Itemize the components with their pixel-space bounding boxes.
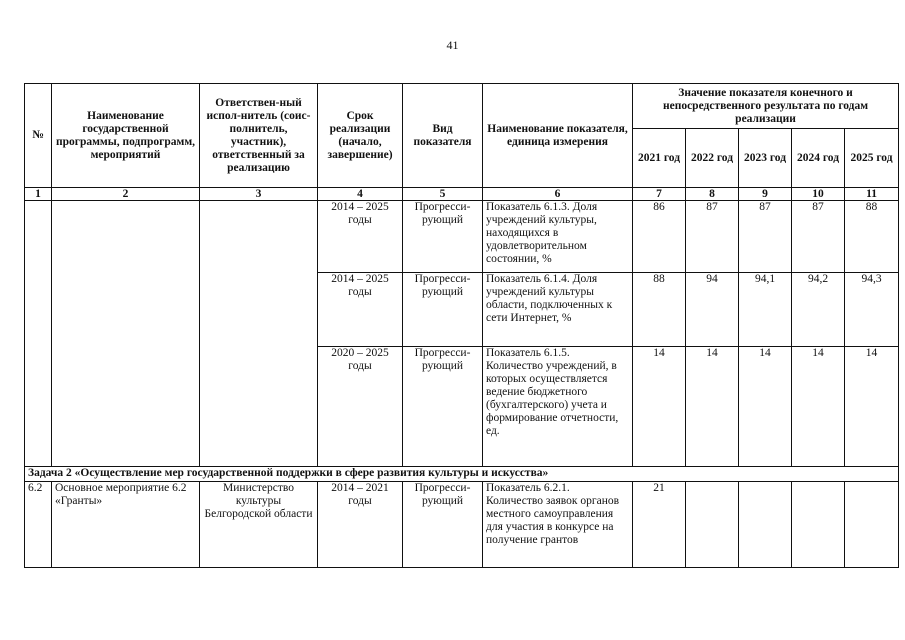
column-number: 9 xyxy=(739,188,792,201)
header-year: 2025 год xyxy=(845,129,899,188)
merged-responsible-cell xyxy=(200,201,318,467)
header-no: № xyxy=(25,84,52,188)
value-cell: 94,2 xyxy=(792,273,845,347)
value-cell: 87 xyxy=(792,201,845,273)
column-number: 3 xyxy=(200,188,318,201)
value-cell: 88 xyxy=(633,273,686,347)
header-year: 2022 год xyxy=(686,129,739,188)
value-cell: 87 xyxy=(739,201,792,273)
type-cell: Прогресси-рующий xyxy=(403,273,483,347)
type-cell: Прогресси-рующий xyxy=(403,347,483,467)
term-cell: 2020 – 2025 годы xyxy=(318,347,403,467)
column-number: 1 xyxy=(25,188,52,201)
header-values-group: Значение показателя конечного и непосредственного результата по годам реализации xyxy=(633,84,899,129)
value-cell xyxy=(845,482,899,568)
page-number: 41 xyxy=(446,38,459,52)
term-cell: 2014 – 2021 годы xyxy=(318,482,403,568)
value-cell xyxy=(686,482,739,568)
type-cell: Прогресси-рующий xyxy=(403,201,483,273)
merged-no-cell xyxy=(25,201,52,467)
task-title: Задача 2 «Осуществление мер государственной поддержки в сфере развития культуры и искусства» xyxy=(25,467,899,482)
indicator-cell: Показатель 6.1.5. Количество учреждений, в которых осуществляется ведение бюджетного (бухгалтерского) учета и формирование отчетности, ед. xyxy=(483,347,633,467)
table-row xyxy=(25,482,899,568)
task-row xyxy=(25,467,899,482)
value-cell: 94,3 xyxy=(845,273,899,347)
column-number: 5 xyxy=(403,188,483,201)
row-number-cell: 6.2 xyxy=(25,482,52,568)
responsible-cell: Министерство культуры Белгородской области xyxy=(200,482,318,568)
header-year: 2021 год xyxy=(633,129,686,188)
value-cell: 14 xyxy=(686,347,739,467)
value-cell: 87 xyxy=(686,201,739,273)
header-year: 2023 год xyxy=(739,129,792,188)
header-indicator: Наименование показателя, единица измерения xyxy=(483,84,633,188)
value-cell: 94,1 xyxy=(739,273,792,347)
column-number: 6 xyxy=(483,188,633,201)
type-cell: Прогресси-рующий xyxy=(403,482,483,568)
column-numbers-row xyxy=(25,188,899,201)
event-name-cell: Основное мероприятие 6.2 «Гранты» xyxy=(52,482,200,568)
header-responsible: Ответствен-ный испол-нитель (соис-полнитель, участник), ответственный за реализацию xyxy=(200,84,318,188)
header-term: Срок реализации (начало, завершение) xyxy=(318,84,403,188)
indicator-cell: Показатель 6.1.3. Доля учреждений культуры, находящихся в удовлетворительном состоянии, % xyxy=(483,201,633,273)
value-cell: 14 xyxy=(633,347,686,467)
header-row xyxy=(25,84,899,129)
table-row xyxy=(25,201,899,273)
value-cell: 88 xyxy=(845,201,899,273)
column-number: 2 xyxy=(52,188,200,201)
value-cell xyxy=(739,482,792,568)
column-number: 10 xyxy=(792,188,845,201)
value-cell: 86 xyxy=(633,201,686,273)
column-number: 11 xyxy=(845,188,899,201)
merged-name-cell xyxy=(52,201,200,467)
indicator-table xyxy=(24,83,899,568)
header-year: 2024 год xyxy=(792,129,845,188)
value-cell xyxy=(792,482,845,568)
header-type: Вид показателя xyxy=(403,84,483,188)
value-cell: 94 xyxy=(686,273,739,347)
value-cell: 14 xyxy=(792,347,845,467)
column-number: 8 xyxy=(686,188,739,201)
indicator-cell: Показатель 6.1.4. Доля учреждений культуры области, подключенных к сети Интернет, % xyxy=(483,273,633,347)
term-cell: 2014 – 2025 годы xyxy=(318,201,403,273)
column-number: 4 xyxy=(318,188,403,201)
header-name: Наименование государственной программы, подпрограмм, мероприятий xyxy=(52,84,200,188)
column-number: 7 xyxy=(633,188,686,201)
value-cell: 21 xyxy=(633,482,686,568)
value-cell: 14 xyxy=(845,347,899,467)
value-cell: 14 xyxy=(739,347,792,467)
indicator-cell: Показатель 6.2.1. Количество заявок органов местного самоуправления для участия в конкурсе на получение грантов xyxy=(483,482,633,568)
term-cell: 2014 – 2025 годы xyxy=(318,273,403,347)
